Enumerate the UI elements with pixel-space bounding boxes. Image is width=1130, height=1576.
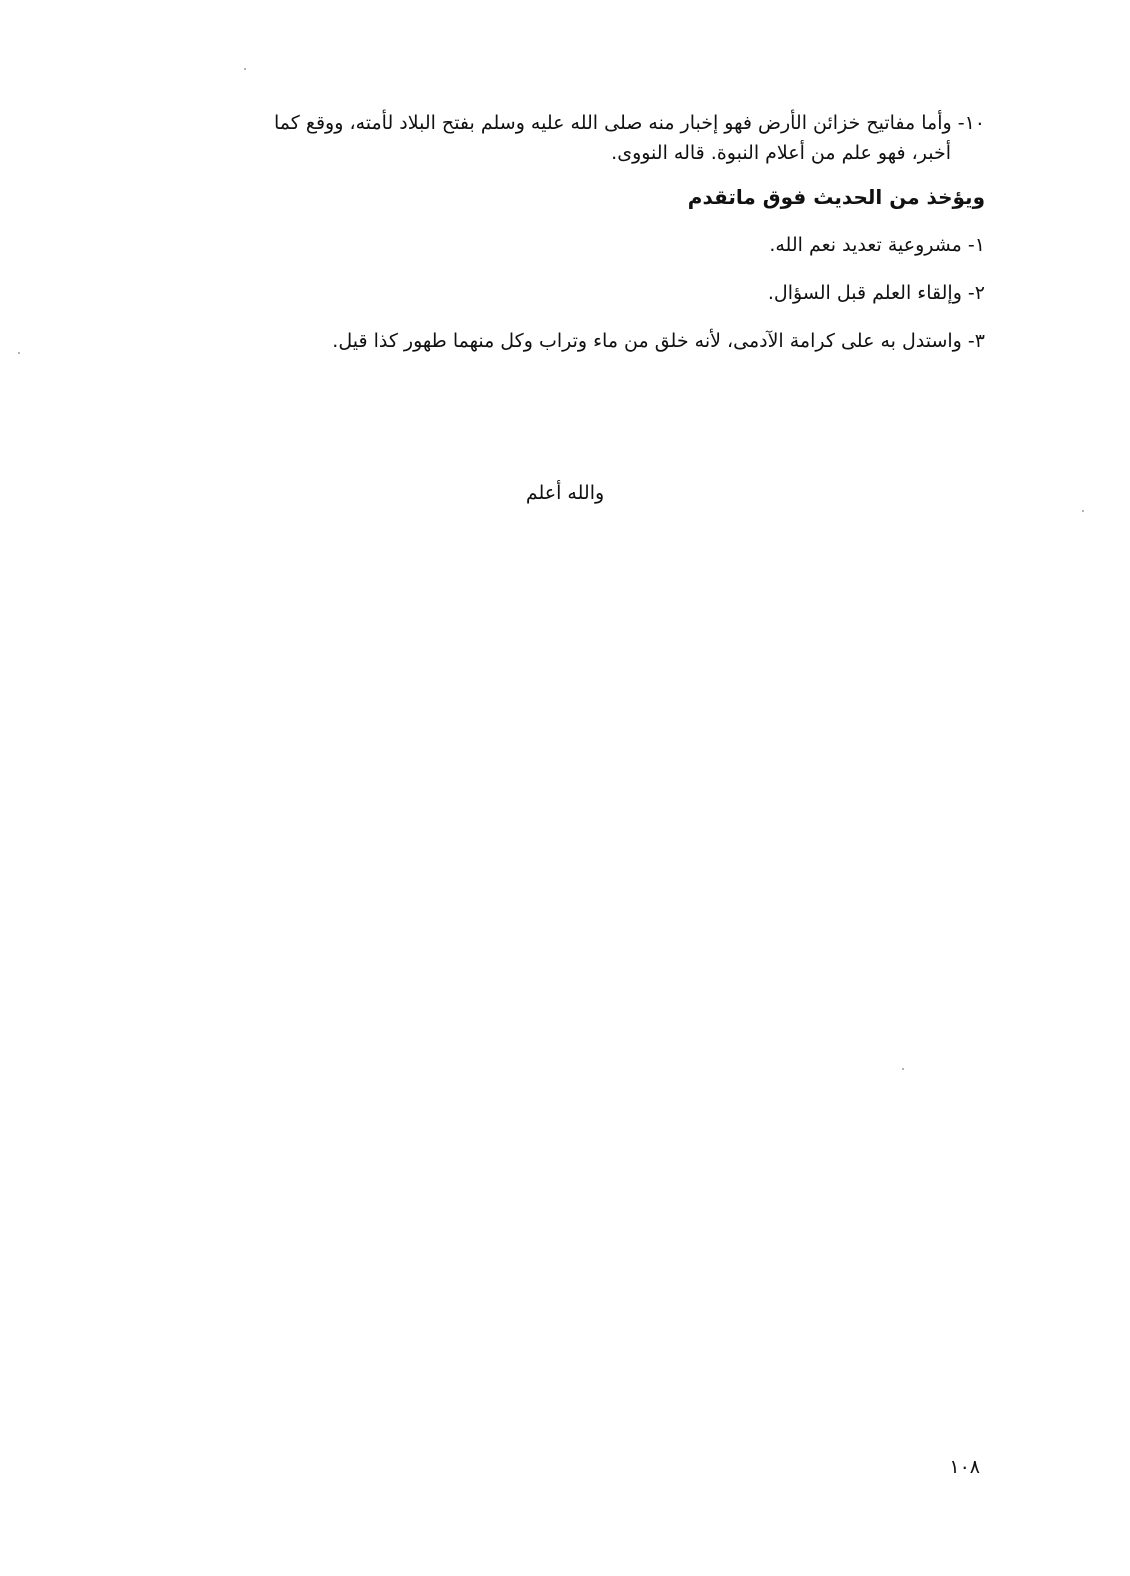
paragraph-10-line-2: أخبر، فهو علم من أعلام النبوة. قاله النووى. [611,142,951,164]
scan-speck [902,1068,904,1070]
body-text [125,108,985,356]
item-number: ٢- [967,282,985,304]
paragraph-10-line-1 [125,108,985,138]
closing-phrase: والله أعلم [525,482,605,504]
item-number: ١- [967,234,985,256]
paragraph-10 [125,108,985,168]
item-text: واستدل به على كرامة الآدمى، لأنه خلق من ماء وتراب وكل منهما طهور كذا قيل. [332,330,962,352]
page-number: ١٠٨ [949,1456,980,1478]
scan-speck [18,352,20,354]
item-text: وأما مفاتيح خزائن الأرض فهو إخبار منه صلى الله عليه وسلم بفتح البلاد لأمته، ووقع كما [274,112,952,134]
list-item [125,230,985,260]
list-item [125,326,985,356]
item-text: وإلقاء العلم قبل السؤال. [767,282,962,304]
item-text: مشروعية تعديد نعم الله. [769,234,962,256]
item-number: ١٠- [957,112,985,134]
section-heading: ويؤخذ من الحديث فوق ماتقدم [687,185,985,209]
item-number: ٣- [967,330,985,352]
scan-speck [244,68,246,70]
scan-speck [1082,510,1084,512]
list-item [125,278,985,308]
